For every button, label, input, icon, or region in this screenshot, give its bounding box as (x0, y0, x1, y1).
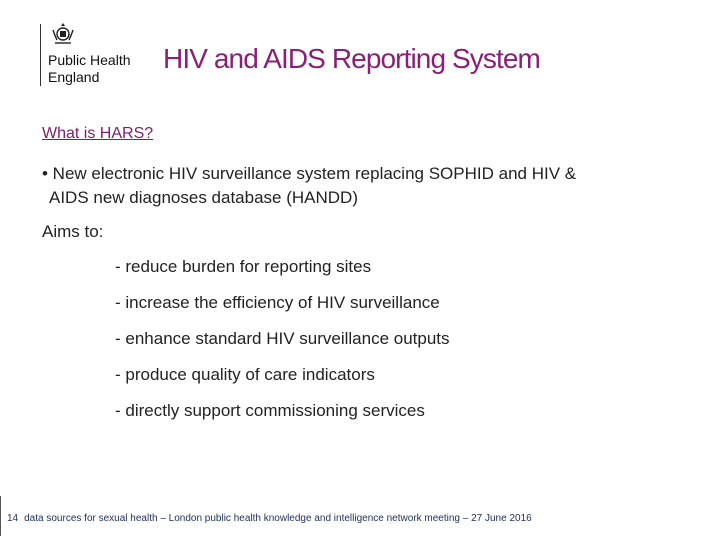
footer-divider (0, 496, 1, 536)
aim-item: - increase the efficiency of HIV surveillance (115, 293, 440, 312)
page-number: 14 (7, 513, 19, 524)
royal-crest-icon (50, 22, 76, 46)
bullet-line-1: • New electronic HIV surveillance system replacing SOPHID and HIV & (42, 164, 577, 183)
slide-title: HIV and AIDS Reporting System (163, 43, 540, 74)
aim-item: - produce quality of care indicators (115, 365, 375, 384)
footer-text: data sources for sexual health – London public health knowledge and intelligence network meeting – 27 June 2016 (24, 513, 532, 524)
aims-list (115, 256, 450, 436)
logo-divider (40, 24, 41, 86)
organisation-name: Public Health England (48, 52, 131, 85)
aim-item: - reduce burden for reporting sites (115, 257, 372, 276)
aim-item: - directly support commissioning services (115, 401, 425, 420)
aims-label: Aims to: (42, 222, 104, 241)
phe-logo (40, 20, 150, 90)
footer (7, 512, 532, 526)
subheading-what-is-hars: What is HARS? (42, 125, 154, 142)
aim-item: - enhance standard HIV surveillance outputs (115, 329, 450, 348)
description-bullet (42, 162, 720, 210)
bullet-line-2: AIDS new diagnoses database (HANDD) (49, 188, 358, 207)
